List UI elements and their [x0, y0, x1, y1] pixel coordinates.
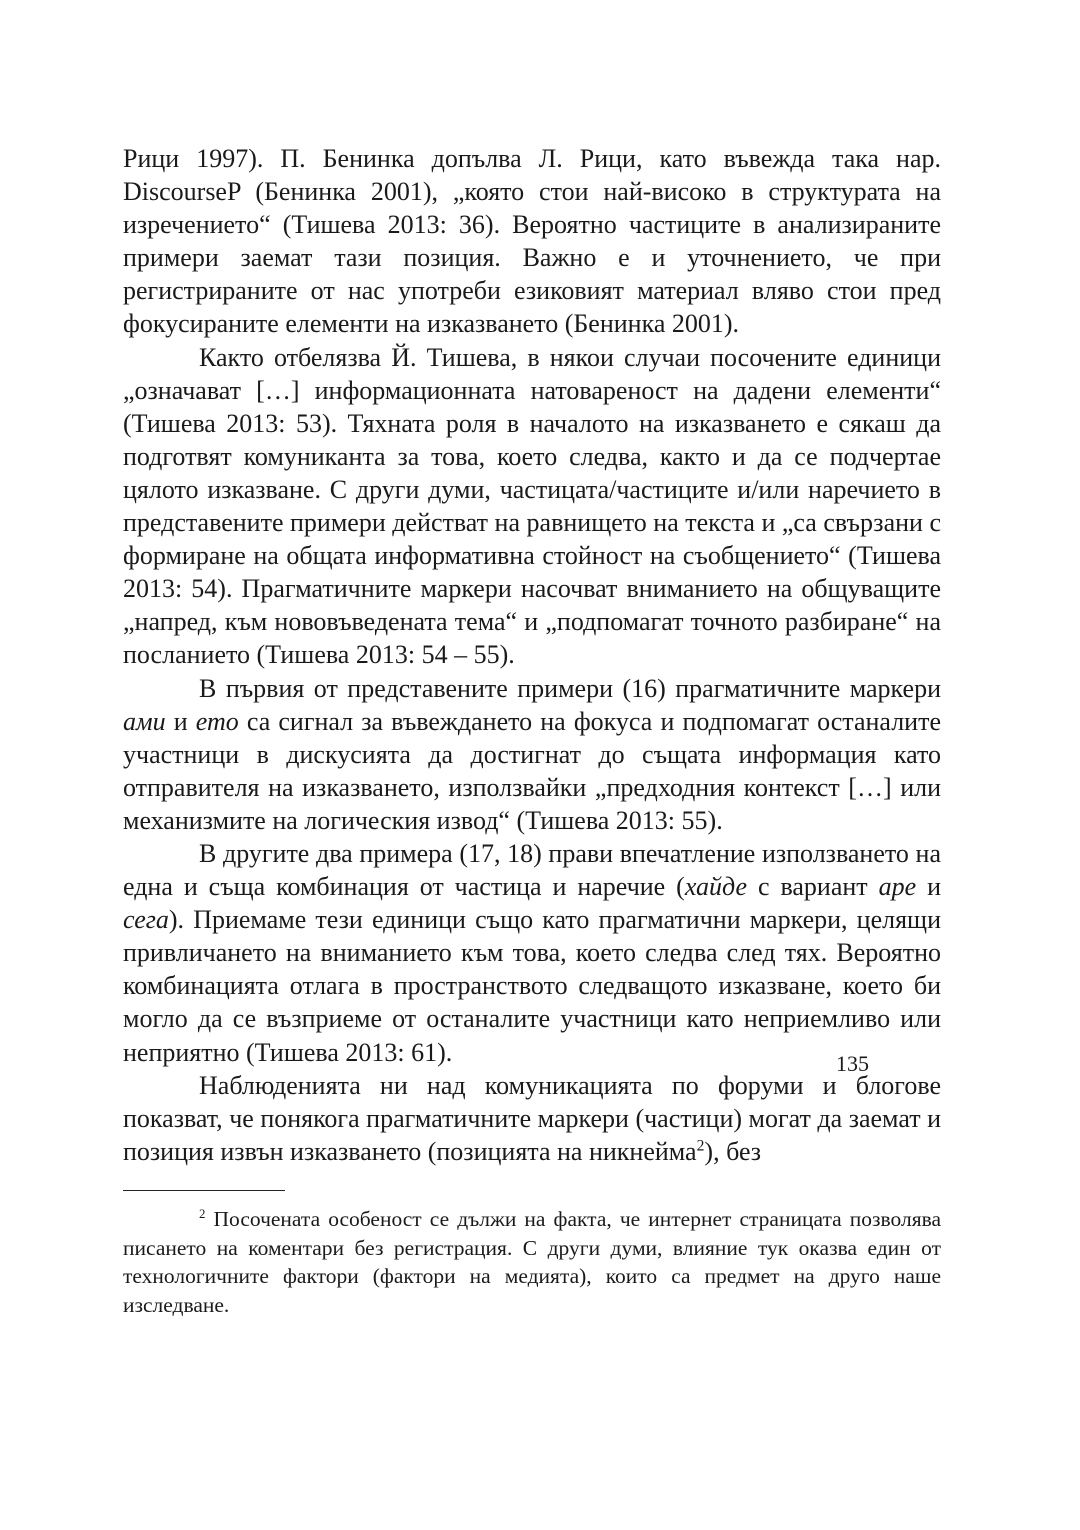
italic-term: ето [195, 706, 239, 736]
text-run: В първия от представените примери (16) прагматичните маркери [199, 673, 941, 703]
footnote-text: Посочената особеност се дължи на факта, че интернет страницата позволява писането на коментари без регистрация. С други думи, влияние тук оказва един от технологичните фактори (фактори на медията), които са предмет на друго наше изследване. [123, 1206, 941, 1317]
text-run: Както отбелязва Й. Тишева, в някои случаи посочените единици „означават […] информационната натовареност на дадени елементи“ (Тишева 2013: 53). Тяхната роля в началото на изказването е сякаш да подготвят комуниканта за това, което следва, както и да се подчертае цялото изказване. С други думи, частицата/частиците и/или наречието в представените примери действат на равнището на текста и „са свързани с формиране на общата информативна стойност на съобщението“ (Тишева 2013: 54). Прагматичните маркери насочват вниманието на общуващите „напред, към нововъведената тема“ и „подпомагат точното разбиране“ на посланието (Тишева 2013: 54 – 55). [123, 342, 941, 670]
paragraph [123, 341, 941, 672]
footnote [123, 1205, 941, 1319]
italic-term: хайде [684, 872, 748, 902]
footnote-reference: 2 [696, 1137, 705, 1155]
paragraph [123, 837, 941, 1069]
text-run: и [916, 872, 941, 902]
text-run: с вариант [747, 872, 879, 902]
italic-term: аре [878, 872, 917, 902]
paragraph [123, 672, 941, 837]
paragraph [123, 1069, 941, 1168]
text-run: Наблюденията ни над комуникацията по форуми и блогове показват, че понякога прагматичните маркери (частици) могат да заемат и позиция извън изказването (позицията на никнейма [123, 1070, 941, 1166]
text-run: са сигнал за въвеждането на фокуса и подпомагат останалите участници в дискусията да достигнат до същата информация като отправителя на изказването, използвайки „предходния контекст […] или механизмите на логическия извод“ (Тишева 2013: 55). [123, 706, 941, 835]
text-run: Рици 1997). П. Бенинка допълва Л. Рици, като въвежда така нар. DiscourseP (Бенинка 2001), „която стои най-високо в структурата на изречението“ (Тишева 2013: 36). Вероятно частиците в анализираните примери заемат тази позиция. Важно е и уточнението, че при регистрираните от нас употреби езиковият материал вляво стои пред фокусираните елементи на изказването (Бенинка 2001). [123, 144, 941, 339]
text-run: ). Приемаме тези единици също като прагматични маркери, целящи привличането на вниманието към това, което следва след тях. Вероятно комбинацията отлага в пространството следващото изказване, което би могло да се възприеме от останалите участници като неприемливо или неприятно (Тишева 2013: 61). [123, 905, 941, 1067]
italic-term: ами [123, 706, 166, 736]
page [123, 142, 941, 1319]
text-run: В другите два примера (17, 18) прави впечатление използването на една и съща комбинация от частица и наречие ( [123, 838, 941, 902]
italic-term: сега [123, 905, 169, 935]
footnote-marker: 2 [199, 1206, 206, 1221]
paragraph [123, 142, 941, 341]
text-run: ), без [704, 1136, 762, 1166]
body-text [123, 142, 941, 1168]
footnote-separator [123, 1190, 285, 1191]
page-number: 135 [836, 1051, 869, 1076]
text-run: и [165, 706, 196, 736]
